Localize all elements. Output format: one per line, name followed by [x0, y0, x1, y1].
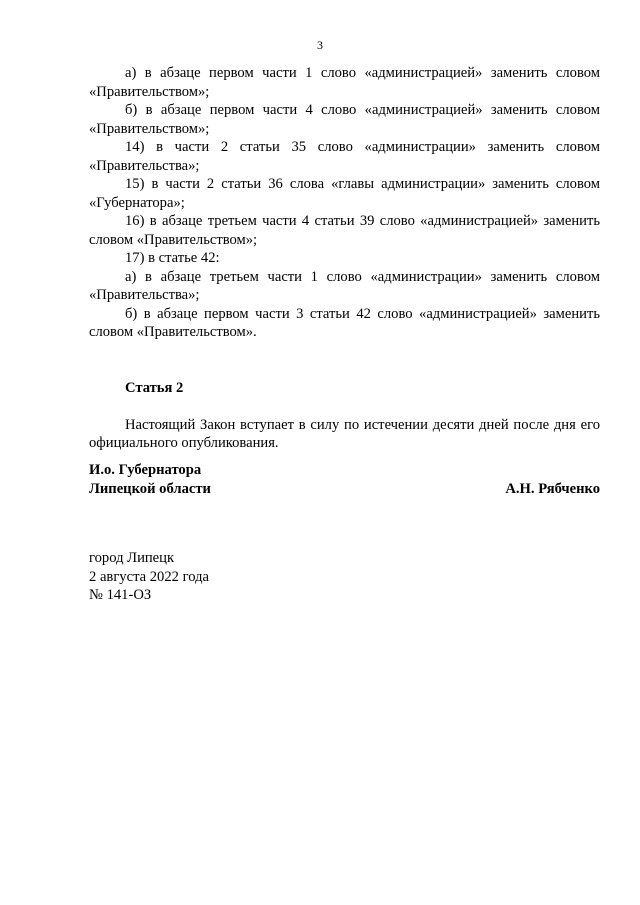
amendment-paragraph-15: 15) в части 2 статьи 36 слова «главы администрации» заменить словом «Губернатора»; — [89, 176, 600, 211]
signature-block — [89, 461, 600, 498]
amendment-paragraph-a1: а) в абзаце первом части 1 слово «администрацией» заменить словом «Правительством»; — [89, 65, 600, 100]
article-title: Статья 2 — [125, 379, 184, 396]
amendment-paragraph-17: 17) в статье 42: — [125, 250, 220, 266]
footer-city: город Липецк — [89, 550, 175, 566]
amendment-paragraph-16: 16) в абзаце третьем части 4 статьи 39 слово «администрацией» заменить словом «Правительством»; — [89, 213, 600, 248]
amendment-paragraph-b2: б) в абзаце первом части 3 статьи 42 слово «администрацией» заменить словом «Правительством». — [89, 305, 600, 340]
footer-date: 2 августа 2022 года — [89, 568, 209, 585]
amendment-paragraph-b1: б) в абзаце первом части 4 слово «администрацией» заменить словом «Правительством»; — [89, 102, 600, 137]
signatory-position-line2: Липецкой области — [89, 480, 211, 497]
article-text: Настоящий Закон вступает в силу по истечении десяти дней после дня его официального опубликования. — [89, 416, 600, 451]
signatory-name: А.Н. Рябченко — [505, 480, 600, 497]
signatory-position-line1: И.о. Губернатора — [89, 462, 202, 478]
document-footer — [89, 549, 600, 605]
footer-law-number: № 141-ОЗ — [89, 587, 152, 603]
signature-line-2 — [89, 480, 600, 499]
signature-line-1 — [89, 461, 600, 480]
document-body — [89, 64, 600, 453]
amendment-paragraph-a2: а) в абзаце третьем части 1 слово «администрации» заменить словом «Правительства»; — [89, 268, 600, 303]
page-number: 3 — [317, 38, 323, 52]
amendment-paragraph-14: 14) в части 2 статьи 35 слово «администрации» заменить словом «Правительства»; — [89, 139, 600, 174]
